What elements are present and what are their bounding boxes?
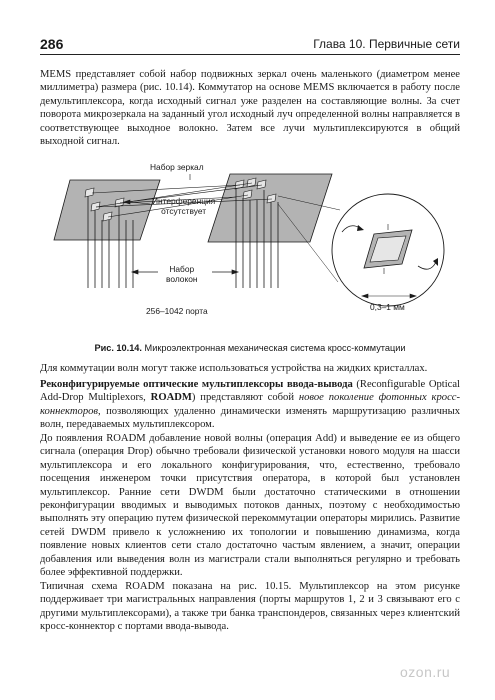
running-head: Глава 10. Первичные сети — [313, 37, 460, 51]
caption-number: Рис. 10.14. — [94, 343, 142, 353]
paragraph-liquid-crystal: Для коммутации волн могут также использоваться устройства на жидких кристаллах. — [40, 363, 428, 374]
label-mirror-set: Набор зеркал — [150, 162, 204, 172]
figure-caption — [40, 343, 460, 353]
paragraph-mems-intro: MEMS представляет собой набор подвижных зеркал очень маленького (диаметром менее миллиметра) размера (рис. 10.14). Коммутатор на основе MEMS включается в работу после демультиплексора, когда исходный сигнал уже разделен на составляющие волны. За счет поворота микрозеркала на заданный угол исходный луч определенной волны направляется в соответствующее выходное волокно. Затем все лучи мультиплексируются в общий выходной сигнал. — [40, 69, 460, 148]
label-fiber-set: Набор волокон — [166, 264, 198, 284]
paragraph-before-roadm: До появления ROADM добавление новой волны (операция Add) и выведение ее из общего сигнала (операция Drop) обычно требовали физической установки нового модуля на шасси мультиплексора и его локального конфигурирования, что, естественно, требовало посещения инженером точки присутствия оператора, в которой был установлен мультиплексор. Ранние сети DWDM были достаточно статическими в отношении реконфигурации вводимых и выводимых потоков данных, поэтому с необходимостью выполнять эту операцию путем физической перекоммутации операторы мирились. Развитие сетей DWDM привело к усложнению их топологии и повышению динамизма, когда появление новых клиентов сети стало достаточно частым явлением, а значит, операции добавления или выведения волн из магистрали стали выполняться регулярно и требовать более эффективной поддержки. — [40, 433, 460, 579]
paragraph-roadm-scheme: Типичная схема ROADM показана на рис. 10.15. Мультиплексор на этом рисунке поддерживает три магистральных направления (порты маршрутов 1, 2 и 3 связывают его с другими мультиплексорами), а также три банка транспондеров, связанных через клиентский кросс-коннектор с портами ввода-вывода. — [40, 581, 460, 633]
roadm-term: Реконфигурируемые оптические мультиплексоры ввода-вывода — [40, 379, 353, 390]
paragraph-roadm-definition: Реконфигурируемые оптические мультиплексоры ввода-вывода (Reconfigurable Optical Add-Drop Multiplexors, ROADM) представляют собой новое поколение фотонных кросс-коннекторов, позволяющих удаленно динамически изменять маршрутизацию различных волн, передаваемых мультиплексором. — [40, 379, 461, 431]
page-header — [40, 36, 460, 55]
left-mirror-plate — [54, 180, 160, 240]
label-mirror-size: 0,3–1 мм — [370, 302, 405, 312]
label-no-interference: Интерференция отсутствует — [152, 196, 216, 216]
label-port-count: 256–1042 порта — [146, 306, 208, 316]
roadm-abbrev: ROADM — [150, 392, 192, 404]
page-number: 286 — [40, 36, 64, 52]
roadm-italic-phrase: новое поколение фотонных кросс-коннекторов — [40, 392, 460, 417]
right-mirror-plate — [208, 174, 332, 242]
caption-text: Микроэлектронная механическая система кросс-коммутации — [141, 343, 406, 353]
figure-mems-switch — [40, 160, 460, 338]
watermark-logo: ozon.ru — [400, 664, 451, 680]
